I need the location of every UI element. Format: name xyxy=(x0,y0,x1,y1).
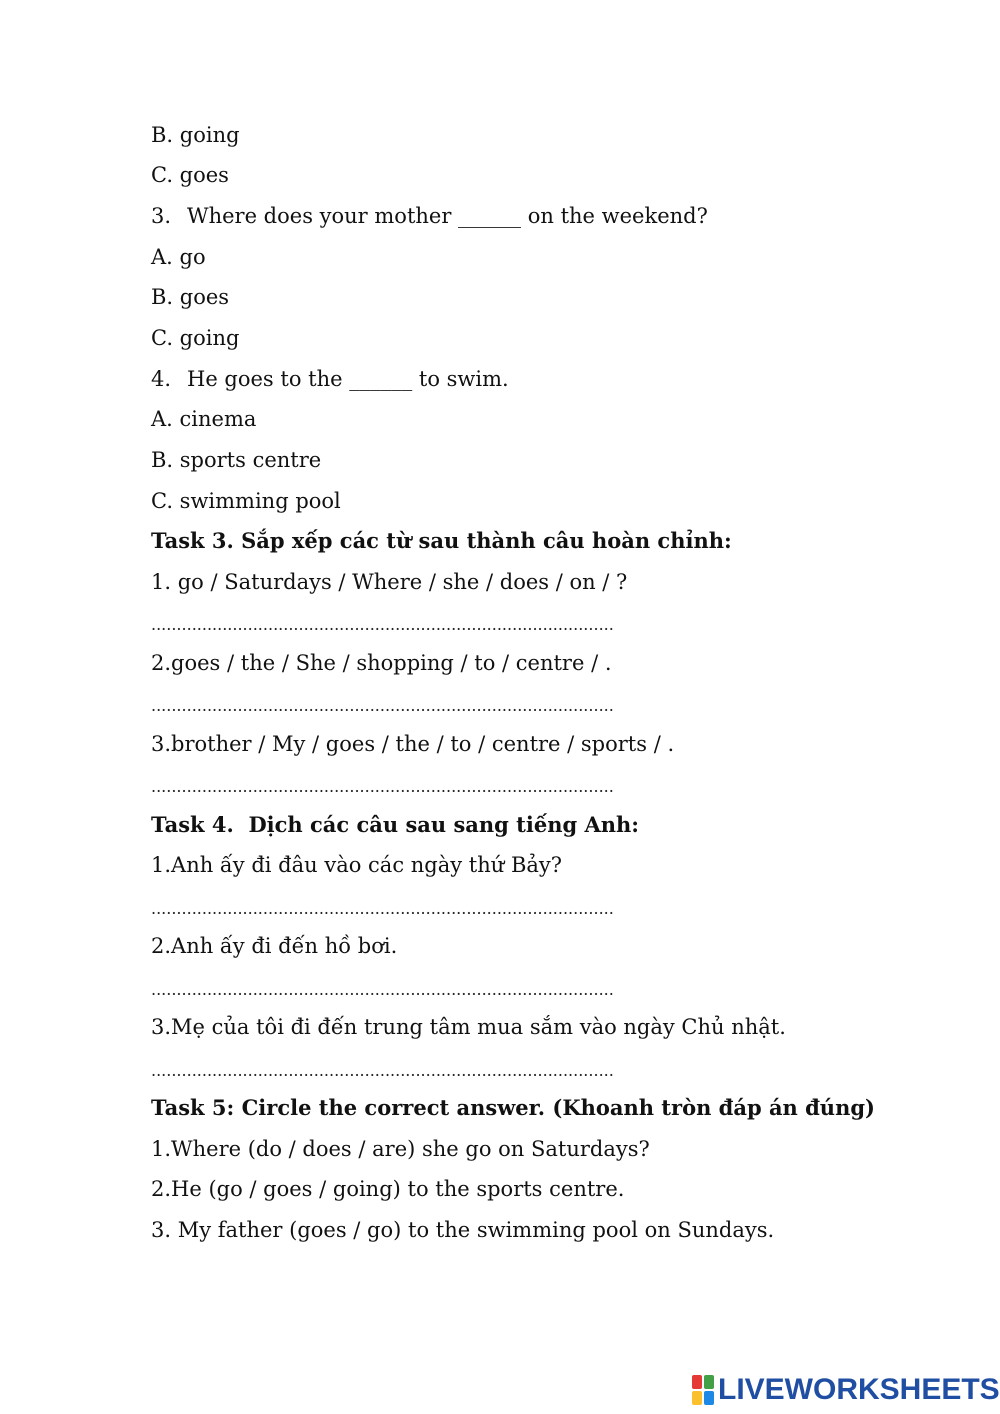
question-4-text: He goes to the ______ to swim. xyxy=(187,367,509,391)
task-5-item-3: 3. My father (goes / go) to the swimming pool on Sundays. xyxy=(151,1218,775,1242)
answer-line[interactable]: ........................................................................................... xyxy=(151,980,614,999)
answer-line[interactable]: ........................................................................................... xyxy=(151,696,614,715)
logo-tile-red xyxy=(692,1375,702,1389)
task-3-item-1: 1. go / Saturdays / Where / she / does / on / ? xyxy=(151,570,628,594)
liveworksheets-logo-icon xyxy=(692,1375,714,1405)
answer-line[interactable]: ........................................................................................... xyxy=(151,615,614,634)
question-3 xyxy=(151,203,708,229)
answer-line[interactable]: ........................................................................................... xyxy=(151,1061,614,1080)
task-5-item-2: 2.He (go / goes / going) to the sports centre. xyxy=(151,1177,625,1201)
liveworksheets-logo-text: LIVEWORKSHEETS xyxy=(718,1373,1000,1406)
logo-tile-yellow xyxy=(692,1391,702,1405)
task-4-item-1: 1.Anh ấy đi đâu vào các ngày thứ Bảy? xyxy=(151,853,563,877)
q3-option-b: B. goes xyxy=(151,285,230,309)
task-4-item-3: 3.Mẹ của tôi đi đến trung tâm mua sắm vào ngày Chủ nhật. xyxy=(151,1015,786,1039)
q3-option-a: A. go xyxy=(151,245,206,269)
q3-option-c: C. going xyxy=(151,326,240,350)
task-5-title: Task 5: Circle the correct answer. (Khoanh tròn đáp án đúng) xyxy=(151,1095,875,1120)
q2-option-c: C. goes xyxy=(151,163,229,187)
q4-option-a: A. cinema xyxy=(151,407,257,431)
q4-option-b: B. sports centre xyxy=(151,448,322,472)
logo-tile-green xyxy=(704,1375,714,1389)
task-4-item-2: 2.Anh ấy đi đến hồ bơi. xyxy=(151,934,398,958)
answer-line[interactable]: ........................................................................................... xyxy=(151,777,614,796)
q2-option-b: B. going xyxy=(151,123,240,147)
logo-tile-blue xyxy=(704,1391,714,1405)
task-3-item-3: 3.brother / My / goes / the / to / centre / sports / . xyxy=(151,732,675,756)
task-3-item-2: 2.goes / the / She / shopping / to / centre / . xyxy=(151,651,612,675)
liveworksheets-logo xyxy=(692,1372,1000,1408)
task-3-title: Task 3. Sắp xếp các từ sau thành câu hoàn chỉnh: xyxy=(151,528,732,553)
task-5-item-1: 1.Where (do / does / are) she go on Saturdays? xyxy=(151,1137,650,1161)
question-4-number: 4. xyxy=(151,367,172,391)
question-3-text: Where does your mother ______ on the weekend? xyxy=(187,204,708,228)
question-4 xyxy=(151,366,509,392)
answer-line[interactable]: ........................................................................................... xyxy=(151,899,614,918)
q4-option-c: C. swimming pool xyxy=(151,489,341,513)
task-4-title: Task 4. Dịch các câu sau sang tiếng Anh: xyxy=(151,812,640,837)
question-3-number: 3. xyxy=(151,204,172,228)
